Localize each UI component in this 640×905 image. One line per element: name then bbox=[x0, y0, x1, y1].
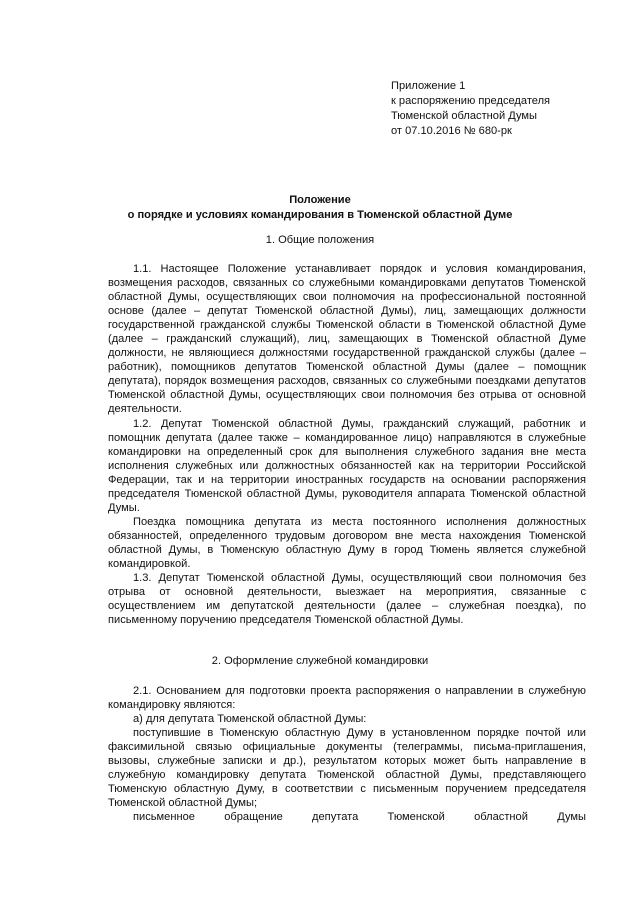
paragraph: поступившие в Тюменскую областную Думу в установленном порядке почтой или факсимильной связью официальные документы (телеграммы, письма-приглашения, вызовы, служебные записки и др.), результатом которых может быть направление в служебную командировку депутата Тюменской областной Думы, представляющего Тюменскую областную Думу, в соответствии с письменным поручением председателя Тюменской областной Думы; bbox=[108, 727, 586, 810]
paragraph: 1.3. Депутат Тюменской областной Думы, осуществляющий свои полномочия без отрыва от основной деятельности, выезжает на мероприятия, связанные с осуществлением им депутатской деятельности (далее – служебная поездка), по письменному поручению председателя Тюменской областной Думы. bbox=[108, 572, 586, 627]
appendix-line: к распоряжению председателя bbox=[391, 95, 551, 107]
title-line: Положение bbox=[289, 194, 351, 206]
paragraph: а) для депутата Тюменской областной Думы: bbox=[133, 713, 367, 726]
section-2-body bbox=[108, 684, 586, 824]
appendix-date-line: от 07.10.2016 № 680-рк bbox=[391, 125, 512, 137]
paragraph: письменное обращение депутата Тюменской областной Думы bbox=[133, 811, 586, 824]
paragraph: 2.1. Основанием для подготовки проекта распоряжения о направлении в служебную командировку являются: bbox=[108, 685, 586, 712]
document-title bbox=[0, 193, 640, 223]
section-2-heading: 2. Оформление служебной командировки bbox=[211, 655, 429, 667]
section-1-body bbox=[108, 262, 586, 627]
paragraph: Поездка помощника депутата из места постоянного исполнения должностных обязанностей, определенного трудовым договором вне места нахождения Тюменской областной Думы, в Тюменскую областную Думу в город Тюмень является служебной командировкой. bbox=[108, 515, 586, 570]
appendix-line: Приложение 1 bbox=[391, 80, 466, 92]
paragraph: 1.1. Настоящее Положение устанавливает порядок и условия командирования, возмещения расходов, связанных со служебными командировками депутатов Тюменской областной Думы, осуществляющих свои полномочия на профессиональной постоянной основе (далее – депутат Тюменской областной Думы), лиц, замещающих должности государственной гражданской службы Тюменской области в Тюменской областной Думе (далее – гражданский служащий), лиц, замещающих в Тюменской областной Думе должности, не являющиеся должностями государственной гражданской службы (далее – работник), помощников депутатов Тюменской областной Думы (далее – помощник депутата), порядок возмещения расходов, связанных со служебными поездками депутатов Тюменской областной Думы, осуществляющих свои полномочия без отрыва от основной деятельности. bbox=[108, 263, 586, 416]
appendix-line: Тюменской областной Думы bbox=[391, 110, 538, 122]
appendix-block bbox=[391, 79, 550, 139]
section-1-heading: 1. Общие положения bbox=[265, 234, 375, 246]
paragraph: 1.2. Депутат Тюменской областной Думы, гражданский служащий, работник и помощник депутата (далее также – командированное лицо) направляются в служебные командировки на определенный срок для выполнения служебного задания вне места исполнения служебных или должностных обязанностей как на территории Российской Федерации, так и на территории иностранных государств на основании распоряжения председателя Тюменской областной Думы, руководителя аппарата Тюменской областной Думы. bbox=[108, 417, 586, 514]
title-line: о порядке и условиях командирования в Тюменской областной Думе bbox=[127, 209, 513, 221]
